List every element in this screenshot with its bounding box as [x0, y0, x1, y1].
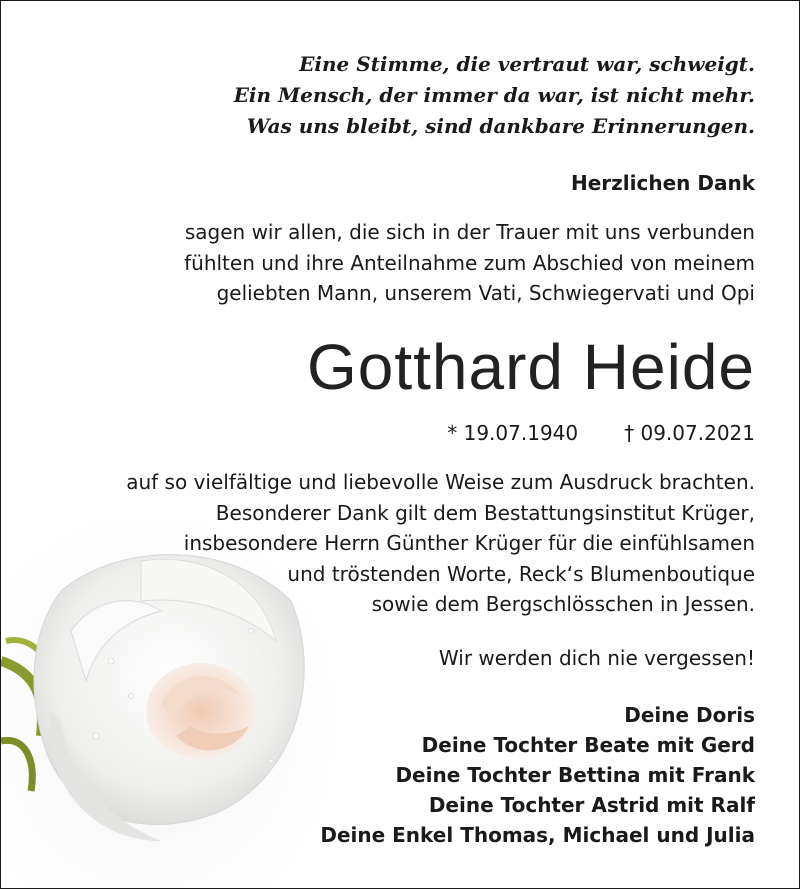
thanks-line: sowie dem Bergschlösschen in Jessen.: [371, 592, 755, 616]
thanks-line: auf so vielfältige und liebevolle Weise zum Ausdruck brachten.: [126, 470, 755, 494]
signer: Deine Tochter Beate mit Gerd: [421, 733, 755, 757]
verse-line: Was uns bleibt, sind dankbare Erinnerungen.: [246, 114, 755, 138]
intro-paragraph: [184, 217, 755, 309]
signer: Deine Doris: [624, 703, 755, 727]
intro-line: fühlten und ihre Anteilnahme zum Abschied von meinem: [184, 250, 755, 275]
signer: Deine Enkel Thomas, Michael und Julia: [320, 823, 755, 847]
thanks-line: und tröstenden Worte, Reck‘s Blumenboutique: [287, 561, 755, 586]
thanks-line: insbesondere Herrn Günther Krüger für die einfühlsamen: [183, 531, 755, 555]
thanks-heading: Herzlichen Dank: [570, 171, 755, 195]
intro-line: sagen wir allen, die sich in der Trauer mit uns verbunden: [184, 220, 755, 244]
deceased-name: Gotthard Heide: [306, 331, 755, 403]
memorial-verse: [234, 49, 755, 142]
signer: Deine Tochter Bettina mit Frank: [395, 763, 755, 787]
birth-date: * 19.07.1940: [447, 421, 579, 445]
signer: Deine Tochter Astrid mit Ralf: [428, 793, 755, 817]
signers-list: [320, 700, 755, 850]
closing-line: Wir werden dich nie vergessen!: [438, 646, 755, 670]
verse-line: Ein Mensch, der immer da war, ist nicht mehr.: [233, 83, 755, 107]
thanks-paragraph: [126, 467, 755, 620]
intro-line: geliebten Mann, unserem Vati, Schwiegervati und Opi: [216, 281, 755, 305]
thanks-line: Besonderer Dank gilt dem Bestattungsinstitut Krüger,: [215, 500, 755, 525]
death-date: † 09.07.2021: [624, 421, 755, 445]
life-dates: [447, 419, 755, 447]
verse-line: Eine Stimme, die vertraut war, schweigt.: [299, 52, 755, 76]
